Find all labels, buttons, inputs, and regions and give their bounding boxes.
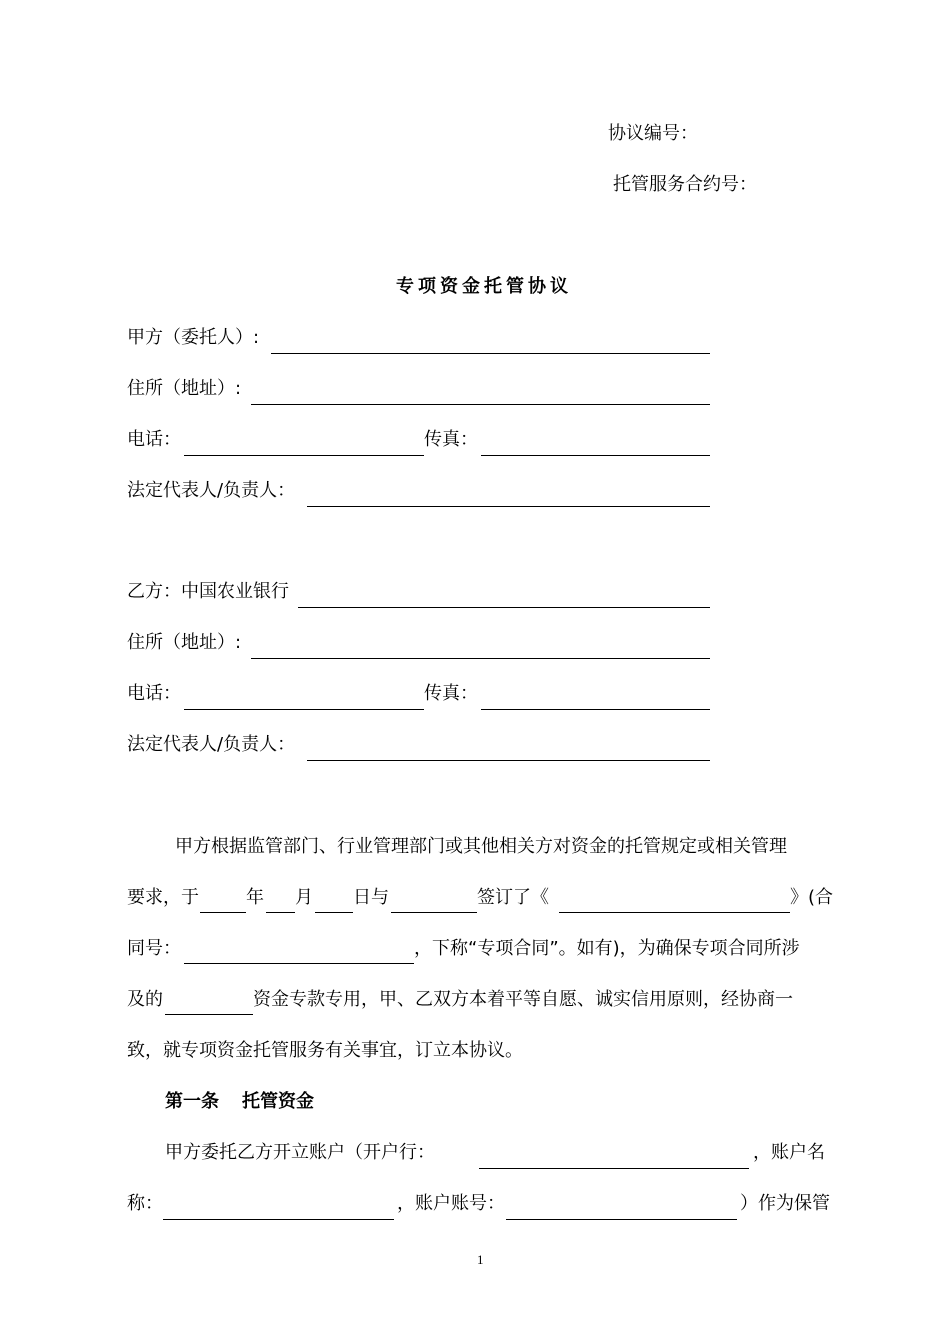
sign-year-field[interactable] <box>200 912 246 913</box>
party-b-phone-field[interactable] <box>184 709 424 710</box>
party-b-address-field[interactable] <box>251 658 710 659</box>
article-1-line-2-end: ）作为保管 <box>740 1193 830 1214</box>
account-number-label: ，账户账号： <box>397 1193 505 1214</box>
preamble-line-5: 致，就专项资金托管服务有关事宜，订立本协议。 <box>127 1040 523 1061</box>
party-b-phone-label: 电话： <box>127 683 181 704</box>
custody-contract-number-label: 托管服务合约号： <box>613 174 757 195</box>
party-b-fax-label: 传真： <box>424 683 478 704</box>
party-b-name-label: 乙方：中国农业银行 <box>127 581 289 602</box>
preamble-line-1: 甲方根据监管部门、行业管理部门或其他相关方对资金的托管规定或相关管理 <box>175 836 787 857</box>
party-b-fax-field[interactable] <box>481 709 710 710</box>
article-1-line-1-start: 甲方委托乙方开立账户（开户行： <box>165 1142 435 1163</box>
party-a-name-field[interactable] <box>271 353 710 354</box>
sign-day-field[interactable] <box>315 912 353 913</box>
year-label: 年 <box>246 887 264 908</box>
opening-bank-field[interactable] <box>479 1168 749 1169</box>
account-number-field[interactable] <box>506 1219 737 1220</box>
contract-name-field[interactable] <box>559 912 790 913</box>
preamble-line-4-end: 资金专款专用，甲、乙双方本着平等自愿、诚实信用原则，经协商一 <box>253 989 793 1010</box>
contract-number-label: 同号： <box>127 938 181 959</box>
month-label: 月 <box>295 887 313 908</box>
article-1-number: 第一条 <box>165 1091 219 1112</box>
party-b-rep-field[interactable] <box>307 760 710 761</box>
party-a-phone-label: 电话： <box>127 429 181 450</box>
agreement-number-label: 协议编号： <box>608 123 698 144</box>
sign-month-field[interactable] <box>266 912 295 913</box>
party-a-rep-label: 法定代表人/负责人： <box>127 480 296 501</box>
party-a-address-label: 住所（地址）: <box>127 378 242 399</box>
document-title: 专项资金托管协议 <box>396 276 572 297</box>
article-1-title: 托管资金 <box>242 1091 314 1112</box>
account-name-label-start: ，账户名 <box>753 1142 825 1163</box>
preamble-line-3-end: ，下称“专项合同”。如有)，为确保专项合同所涉 <box>414 938 800 959</box>
day-label: 日与 <box>353 887 389 908</box>
page-number: 1 <box>477 1252 484 1267</box>
account-name-field[interactable] <box>163 1219 394 1220</box>
preamble-line-4-start: 及的 <box>127 989 163 1010</box>
party-a-fax-field[interactable] <box>481 455 710 456</box>
contract-name-close: 》(合 <box>790 887 834 908</box>
party-b-rep-label: 法定代表人/负责人： <box>127 734 296 755</box>
signed-label: 签订了《 <box>477 887 549 908</box>
preamble-line-2-start: 要求，于 <box>127 887 199 908</box>
account-name-label-end: 称： <box>127 1193 163 1214</box>
fund-type-field[interactable] <box>165 1014 253 1015</box>
party-a-phone-field[interactable] <box>184 455 424 456</box>
party-b-address-label: 住所（地址）: <box>127 632 242 653</box>
party-b-name-field[interactable] <box>298 607 710 608</box>
party-a-rep-field[interactable] <box>307 506 710 507</box>
counterparty-field[interactable] <box>391 912 477 913</box>
party-a-address-field[interactable] <box>251 404 710 405</box>
contract-number-field[interactable] <box>184 963 414 964</box>
party-a-fax-label: 传真： <box>424 429 478 450</box>
party-a-name-label: 甲方（委托人）: <box>127 327 260 348</box>
